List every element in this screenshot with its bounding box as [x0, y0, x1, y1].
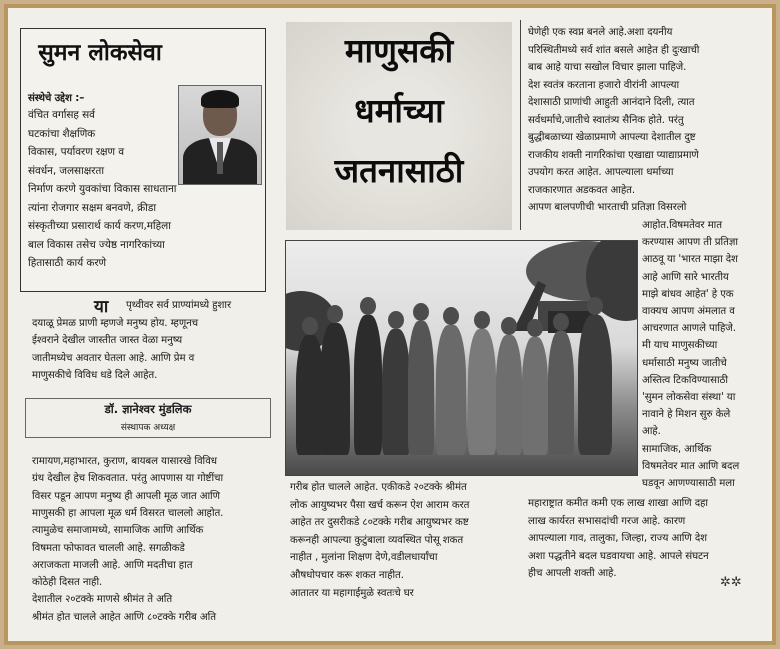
text-line: आहेत तर दुसरीकडे ८०टक्के गरीब आयुष्यभर कष्ट: [290, 517, 469, 529]
text-line: विषमता फोफावत चालली आहे. सगळीकडे: [32, 542, 185, 554]
text-line: जातीमध्येच अवतार घेतला आहे. आणि प्रेम व: [32, 352, 195, 364]
text-line: घडवून आणण्यासाठी मला: [642, 478, 735, 489]
text-line: वंचित वर्गासह सर्व: [28, 109, 95, 121]
text-line: आतातर या महागाईमुळे स्वतःचे घर: [290, 587, 414, 599]
text-line: मी याच माणुसकीच्या: [642, 340, 718, 352]
text-line: बाल विकास तसेच ज्येष्ठ नागरिकांच्या: [28, 238, 165, 251]
organization-title: सुमन लोकसेवा: [38, 40, 162, 66]
text-line: लोक आयुष्यभर पैसा खर्च करून ऐश आराम करत: [290, 499, 470, 511]
byline-role: संस्थापक अध्यक्ष: [120, 423, 176, 433]
text-line: माझे बांधव आहेत' हे एक: [642, 288, 734, 300]
text-line: ग्रंथ देखील हेच शिकवतात. परंतु आपणास या गोष्टींचा: [32, 473, 224, 485]
text-line: वाक्यच आपण अंमलात व: [642, 306, 735, 317]
text-line: घटकांचा शैक्षणिक: [28, 127, 96, 140]
text-line: औषधोपचार करू शकत नाहीत.: [290, 570, 404, 581]
text-line: करूनही आपल्या कुटुंबाला व्यवस्थित पोसू शकत: [290, 534, 464, 546]
text-line: ईश्वराने देखील जास्तीत जास्त वेळा मनुष्य: [32, 335, 183, 346]
text-line: गरीब होत चालले आहेत. एकीकडे २०टक्के श्रीमंत: [290, 482, 467, 493]
text-line: महाराष्ट्रात कमीत कमी एक लाख शाखा आणि दहा: [528, 498, 708, 509]
text-line: निर्माण करणे युवकांचा विकास साधताना: [28, 183, 177, 195]
text-line: अशा पद्धतीने बदल घडवायचा आहे. आपले संघटन: [528, 550, 709, 562]
objective-heading: संस्थेचे उद्देश :–: [28, 93, 85, 104]
text-line: बाब आहे याचा सखोल विचार झाला पाहिजे.: [528, 62, 687, 73]
decorative-stars: ✲✲: [720, 575, 742, 590]
text-line: देशातील २०टक्के माणसे श्रीमंत ते अति: [32, 594, 173, 606]
text-line: त्यामुळेच समाजामध्ये, सामाजिक आणि आर्थिक: [32, 525, 204, 537]
text-line: आठवू या 'भारत माझा देश: [642, 254, 738, 266]
text-line: आपल्याला गाव, तालुका, जिल्हा, राज्य आणि देश: [528, 533, 707, 544]
text-line: माणुसकी हा आपला मूळ धर्म विसरत चाललो आहोत.: [32, 507, 224, 519]
headline-line-1: माणुसकी: [344, 31, 454, 70]
text-line: अस्तित्व टिकविण्यासाठी: [642, 374, 728, 386]
text-line: त्यांना रोजगार सक्षम बनवणे, क्रीडा: [28, 201, 156, 214]
column-divider: [520, 20, 521, 230]
text-line: राजकारणात अडकवत आहेत.: [528, 184, 635, 196]
text-line: आहे आणि सारे भारतीय: [642, 271, 729, 283]
text-line: आचरणात आणले पाहिजे.: [642, 323, 736, 335]
text-line: आहोत.विषमतेवर मात: [642, 220, 722, 231]
text-line: नाहीत , मुलांना शिक्षण देणे,वडीलधार्यांचा: [290, 552, 438, 564]
text-line: बुद्धीबळाच्या खेळाप्रमाणे आपल्या देशातील दुष्ट: [528, 132, 696, 143]
text-line: माणुसकीचे विविध धडे दिले आहेत.: [32, 370, 158, 381]
text-line: संवर्धन, जलसाक्षरता: [28, 164, 104, 177]
text-line: परिस्थितीमध्ये सर्व शांत बसले आहेत ही दुःखाची: [528, 44, 700, 56]
text-line: विसर पडून आपण मनुष्य ही आपली मूळ जात आणि: [32, 490, 220, 502]
text-line: लाख कार्यरत सभासदांची गरज आहे. कारण: [528, 515, 686, 527]
text-line: नावाने हे मिशन सुरु केले: [642, 409, 731, 421]
text-line: विकास, पर्यावरण रक्षण व: [28, 146, 124, 158]
text-line: रामायण,महाभारत, कुराण, बायबल यासारखे विविध: [32, 456, 217, 467]
text-line: राजकीय शक्ती नागरिकांचा एखाद्या प्याद्याप्रमाणे: [528, 149, 699, 161]
text-line: करण्यास आपण ती प्रतिज्ञा: [642, 237, 738, 249]
group-photo: [285, 240, 638, 476]
text-line: संस्कृतीच्या प्रसारार्थ कार्य करण,महिला: [28, 220, 171, 232]
headline-line-3: जतनासाठी: [334, 151, 464, 190]
text-line: कोठेही दिसत नाही.: [32, 577, 103, 589]
text-line: धर्मासाठी मनुष्य जातीचे: [642, 357, 727, 369]
drop-cap: या: [94, 297, 109, 317]
text-line: दयाळू प्रेमळ प्राणी म्हणजे मनुष्य होय. म्हणूनच: [32, 317, 199, 329]
text-line: 'सुमन लोकसेवा संस्था' या: [642, 392, 736, 403]
founder-photo: [178, 85, 262, 185]
text-line: घेणेही एक स्वप्न बनले आहे.अशा दयनीय: [528, 27, 673, 38]
text-line: श्रीमंत होत चालले आहेत आणि ८०टक्के गरीब अति: [32, 611, 216, 623]
text-line: आपण बालपणीची भारताची प्रतिज्ञा विसरलो: [528, 202, 687, 213]
text-line: हीच आपली शक्ती आहे.: [528, 568, 617, 579]
text-line: सर्वधर्माचे,जातीचे स्वातंत्र्य सैनिक होते. परंतु: [528, 114, 684, 126]
text-line: आहे.: [642, 426, 661, 438]
text-line: अराजकता माजली आहे. आणि मदतीचा हात: [32, 559, 193, 571]
text-line: पृथ्वीवर सर्व प्राण्यांमध्ये हुशार: [126, 300, 232, 311]
text-line: देश स्वतंत्र करताना हजारो वीरांनी आपल्या: [528, 79, 680, 91]
text-line: विषमतेवर मात आणि बदल: [642, 460, 740, 472]
newspaper-clipping: [4, 4, 776, 645]
text-line: सामाजिक, आर्थिक: [642, 443, 712, 455]
byline-name: डॉ. ज्ञानेश्वर मुंडलिक: [104, 402, 192, 416]
text-line: उपयोग करत आहेत. आपल्याला धर्माच्या: [528, 167, 674, 178]
text-line: देशासाठी प्राणांची आहुती आनंदाने दिली, त्यात: [528, 97, 695, 108]
text-line: हितासाठी कार्य करणे: [28, 257, 107, 269]
headline-line-2: धर्माच्या: [354, 91, 444, 130]
